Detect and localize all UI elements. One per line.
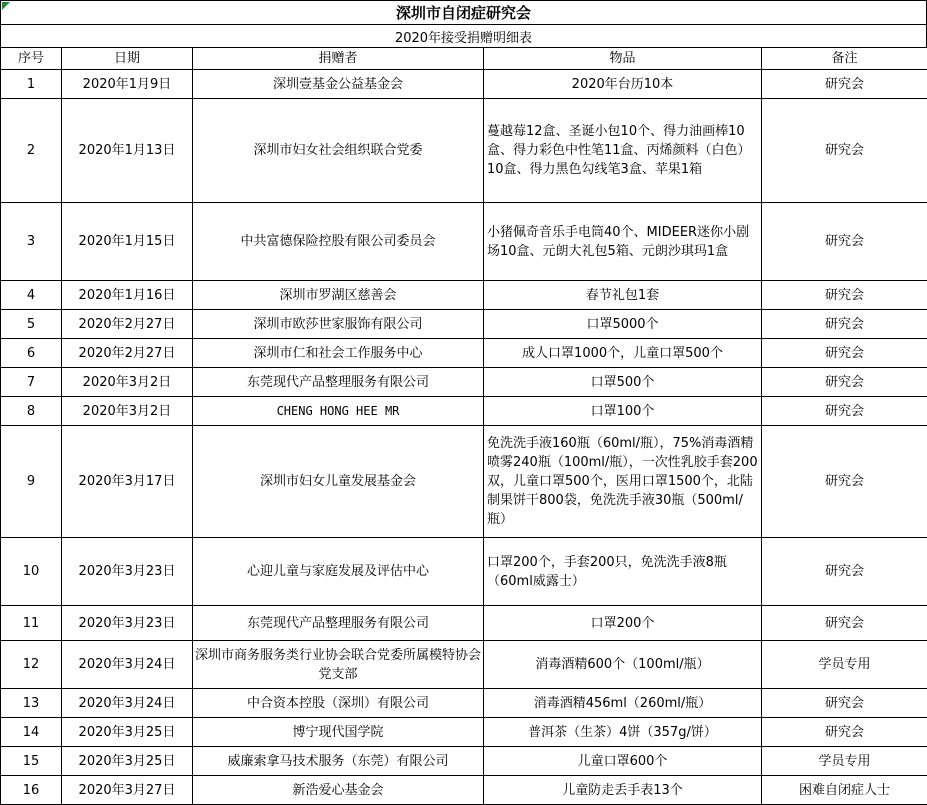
cell-date[interactable]: 2020年2月27日 [62, 310, 193, 339]
cell-date[interactable]: 2020年3月25日 [62, 747, 193, 776]
table-row [1, 281, 927, 310]
cell-note[interactable]: 学员专用 [762, 641, 927, 689]
sheet-subtitle: 2020年接受捐赠明细表 [395, 27, 532, 46]
cell-date[interactable]: 2020年3月23日 [62, 606, 193, 641]
table-row [1, 776, 927, 805]
cell-no[interactable]: 7 [1, 368, 62, 397]
cell-donor[interactable]: 中共富德保险控股有限公司委员会 [193, 203, 484, 281]
header-no[interactable]: 序号 [1, 48, 62, 70]
cell-no[interactable]: 6 [1, 339, 62, 368]
table-row [1, 718, 927, 747]
cell-items[interactable]: 儿童口罩600个 [484, 747, 762, 776]
cell-donor[interactable]: 深圳市妇女儿童发展基金会 [193, 426, 484, 538]
cell-note[interactable]: 研究会 [762, 397, 927, 426]
cell-no[interactable]: 3 [1, 203, 62, 281]
table-row [1, 426, 927, 538]
cell-items[interactable]: 免洗洗手液160瓶（60ml/瓶），75%消毒酒精喷雾240瓶（100ml/瓶），一次性乳胶手套200双，儿童口罩500个，医用口罩1500个，北陆制果饼干800袋，免洗洗手液30瓶（500ml/瓶） [484, 426, 762, 538]
cell-items[interactable]: 普洱茶（生茶）4饼（357g/饼） [484, 718, 762, 747]
cell-note[interactable]: 研究会 [762, 718, 927, 747]
cell-note[interactable]: 研究会 [762, 99, 927, 203]
cell-date[interactable]: 2020年3月24日 [62, 689, 193, 718]
cell-note[interactable]: 困难自闭症人士 [762, 776, 927, 805]
cell-donor[interactable]: 威廉索拿马技术服务（东莞）有限公司 [193, 747, 484, 776]
cell-donor[interactable]: 深圳壹基金公益基金会 [193, 70, 484, 99]
cell-donor[interactable]: 深圳市罗湖区慈善会 [193, 281, 484, 310]
cell-note[interactable]: 研究会 [762, 70, 927, 99]
cell-note[interactable]: 研究会 [762, 339, 927, 368]
table-row [1, 70, 927, 99]
cell-items[interactable]: 蔓越莓12盒、圣诞小包10个、得力油画棒10盒、得力彩色中性笔11盒、丙烯颜料（白色）10盒、得力黑色勾线笔3盒、苹果1箱 [484, 99, 762, 203]
cell-date[interactable]: 2020年3月2日 [62, 397, 193, 426]
cell-date[interactable]: 2020年1月13日 [62, 99, 193, 203]
cell-items[interactable]: 口罩200个，手套200只，免洗洗手液8瓶（60ml威露士） [484, 538, 762, 606]
cell-donor[interactable]: 深圳市商务服务类行业协会联合党委所属模特协会党支部 [193, 641, 484, 689]
table-row [1, 641, 927, 689]
sheet-title-row [0, 0, 927, 24]
cell-no[interactable]: 9 [1, 426, 62, 538]
cell-date[interactable]: 2020年2月27日 [62, 339, 193, 368]
cell-donor[interactable]: 中合资本控股（深圳）有限公司 [193, 689, 484, 718]
cell-donor[interactable]: 心迎儿童与家庭发展及评估中心 [193, 538, 484, 606]
table-row [1, 689, 927, 718]
cell-no[interactable]: 15 [1, 747, 62, 776]
cell-date[interactable]: 2020年3月25日 [62, 718, 193, 747]
cell-donor[interactable]: 东莞现代产品整理服务有限公司 [193, 368, 484, 397]
cell-items[interactable]: 小猪佩奇音乐手电筒40个、MIDEER迷你小剧场10盒、元朗大礼包5箱、元朗沙琪玛1盒 [484, 203, 762, 281]
header-items[interactable]: 物品 [484, 48, 762, 70]
cell-no[interactable]: 5 [1, 310, 62, 339]
cell-donor[interactable]: 深圳市欧莎世家服饰有限公司 [193, 310, 484, 339]
cell-date[interactable]: 2020年3月27日 [62, 776, 193, 805]
cell-date[interactable]: 2020年1月9日 [62, 70, 193, 99]
cell-donor[interactable]: 深圳市仁和社会工作服务中心 [193, 339, 484, 368]
cell-date[interactable]: 2020年3月24日 [62, 641, 193, 689]
cell-note[interactable]: 研究会 [762, 689, 927, 718]
cell-no[interactable]: 11 [1, 606, 62, 641]
cell-date[interactable]: 2020年1月15日 [62, 203, 193, 281]
cell-items[interactable]: 口罩500个 [484, 368, 762, 397]
cell-items[interactable]: 春节礼包1套 [484, 281, 762, 310]
table-row [1, 368, 927, 397]
cell-no[interactable]: 10 [1, 538, 62, 606]
cell-items[interactable]: 消毒酒精456ml（260ml/瓶） [484, 689, 762, 718]
cell-marker-icon [2, 2, 10, 10]
header-date[interactable]: 日期 [62, 48, 193, 70]
cell-donor[interactable]: 深圳市妇女社会组织联合党委 [193, 99, 484, 203]
table-row [1, 203, 927, 281]
table-row [1, 397, 927, 426]
cell-no[interactable]: 13 [1, 689, 62, 718]
table-row [1, 747, 927, 776]
cell-note[interactable]: 研究会 [762, 538, 927, 606]
sheet-title: 深圳市自闭症研究会 [396, 2, 531, 23]
cell-no[interactable]: 1 [1, 70, 62, 99]
cell-donor[interactable]: 东莞现代产品整理服务有限公司 [193, 606, 484, 641]
cell-no[interactable]: 14 [1, 718, 62, 747]
cell-items[interactable]: 口罩200个 [484, 606, 762, 641]
cell-items[interactable]: 口罩5000个 [484, 310, 762, 339]
cell-note[interactable]: 研究会 [762, 281, 927, 310]
cell-date[interactable]: 2020年3月17日 [62, 426, 193, 538]
cell-donor[interactable]: 新浩爱心基金会 [193, 776, 484, 805]
header-donor[interactable]: 捐赠者 [193, 48, 484, 70]
header-row [1, 48, 927, 70]
cell-donor[interactable]: 博宁现代国学院 [193, 718, 484, 747]
cell-no[interactable]: 16 [1, 776, 62, 805]
cell-date[interactable]: 2020年3月23日 [62, 538, 193, 606]
table-row [1, 538, 927, 606]
header-note[interactable]: 备注 [762, 48, 927, 70]
cell-items[interactable]: 消毒酒精600个（100ml/瓶） [484, 641, 762, 689]
cell-note[interactable]: 学员专用 [762, 747, 927, 776]
cell-no[interactable]: 12 [1, 641, 62, 689]
table-row [1, 606, 927, 641]
cell-donor[interactable]: CHENG HONG HEE MR [193, 397, 484, 426]
cell-items[interactable]: 口罩100个 [484, 397, 762, 426]
cell-note[interactable]: 研究会 [762, 426, 927, 538]
table-row [1, 339, 927, 368]
cell-no[interactable]: 2 [1, 99, 62, 203]
cell-note[interactable]: 研究会 [762, 203, 927, 281]
cell-no[interactable]: 8 [1, 397, 62, 426]
table-row [1, 99, 927, 203]
cell-items[interactable]: 2020年台历10本 [484, 70, 762, 99]
donation-table [0, 47, 927, 805]
table-row [1, 310, 927, 339]
cell-note[interactable]: 研究会 [762, 368, 927, 397]
cell-date[interactable]: 2020年1月16日 [62, 281, 193, 310]
cell-no[interactable]: 4 [1, 281, 62, 310]
cell-date[interactable]: 2020年3月2日 [62, 368, 193, 397]
cell-items[interactable]: 成人口罩1000个，儿童口罩500个 [484, 339, 762, 368]
cell-note[interactable]: 研究会 [762, 310, 927, 339]
cell-items[interactable]: 儿童防走丢手表13个 [484, 776, 762, 805]
sheet-subtitle-row [0, 24, 927, 48]
cell-note[interactable]: 研究会 [762, 606, 927, 641]
